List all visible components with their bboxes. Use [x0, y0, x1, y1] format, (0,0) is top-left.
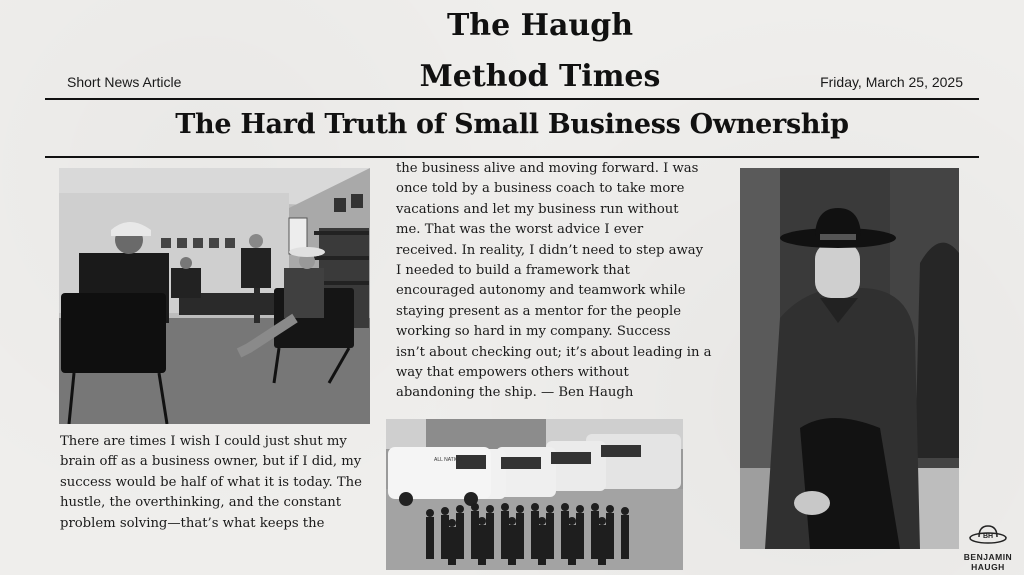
article-line: once told by a business coach to take more	[396, 181, 685, 197]
logo-initials: BH	[982, 533, 994, 540]
article-line: brain off as a business owner, but if I did, my	[60, 454, 362, 470]
article-line: isn’t about checking out; it’s about leading in a	[396, 344, 712, 360]
article-line: me. That was the worst advice I ever	[396, 222, 644, 238]
team-and-vans-photo	[386, 419, 683, 570]
logo-name-line-1: BENJAMIN	[963, 552, 1013, 562]
section-label: Short News Article	[67, 74, 182, 90]
logo-name-line-2: HAUGH	[971, 562, 1005, 572]
article-line: abandoning the ship. — Ben Haugh	[396, 385, 634, 401]
benjamin-haugh-logo	[957, 523, 1019, 572]
article-line: success would be half of what it is today. The	[60, 474, 362, 490]
article-line: problem solving—that’s what keeps the	[60, 515, 325, 531]
cowboy-portrait-photo	[740, 168, 959, 549]
article-line: staying present as a mentor for the people	[396, 303, 681, 319]
headline: The Hard Truth of Small Business Ownership	[175, 109, 849, 140]
article-line: received. In reality, I didn’t need to step away	[396, 242, 704, 258]
cowboy-hat-icon	[968, 523, 1008, 547]
headline-rule	[45, 156, 979, 158]
top-rule	[45, 98, 979, 100]
article-line: hustle, the overthinking, and the constant	[60, 495, 342, 511]
article-center-column	[396, 159, 718, 404]
article-line: working so hard in my company. Success	[396, 324, 671, 340]
article-line: I needed to build a framework that	[396, 263, 630, 279]
article-line: There are times I wish I could just shut my	[60, 434, 347, 449]
masthead-line-2: Method Times	[419, 59, 661, 94]
article-left-column	[60, 432, 372, 534]
van-logo-text: ALL NATION	[434, 457, 463, 463]
masthead-line-1: The Haugh	[446, 8, 634, 43]
office-meeting-photo	[59, 168, 370, 424]
article-line: way that empowers others without	[396, 365, 629, 381]
article-line: the business alive and moving forward. I was	[396, 161, 699, 176]
article-line: vacations and let my business run without	[396, 201, 679, 217]
issue-date: Friday, March 25, 2025	[820, 74, 963, 90]
masthead	[380, 0, 700, 102]
article-line: encouraged autonomy and teamwork while	[396, 283, 686, 299]
